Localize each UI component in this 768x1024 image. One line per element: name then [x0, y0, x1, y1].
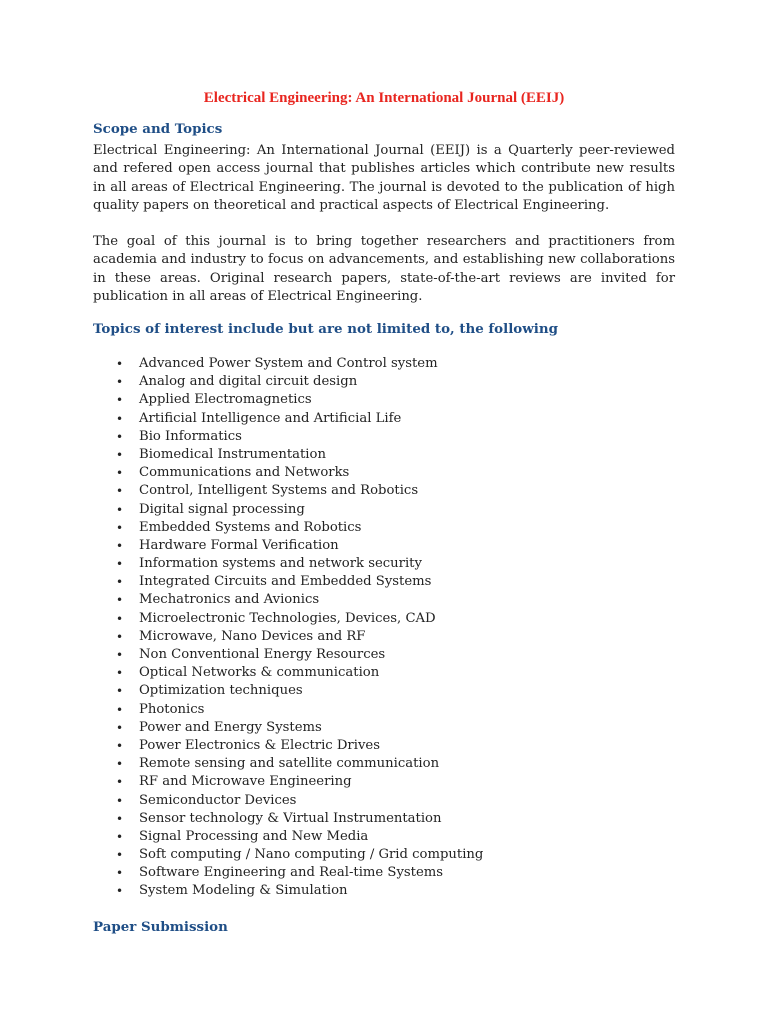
bullet-icon: • — [116, 775, 124, 790]
bullet-icon: • — [116, 684, 124, 699]
topic-label: Bio Informatics — [139, 428, 242, 444]
bullet-icon: • — [116, 557, 124, 572]
bullet-icon: • — [116, 811, 124, 826]
topics-heading: Topics of interest include but are not limited to, the following — [93, 321, 558, 337]
topic-label: Hardware Formal Verification — [139, 537, 339, 553]
topic-label: Analog and digital circuit design — [139, 374, 358, 390]
bullet-icon: • — [116, 466, 124, 481]
topic-label: Optical Networks & communication — [139, 665, 380, 681]
paper-submission-heading: Paper Submission — [93, 919, 228, 935]
bullet-icon: • — [116, 720, 124, 735]
scope-paragraph: Electrical Engineering: An International Journal (EEIJ) is a Quarterly peer-reviewed and refered open access journal that publishes articles which contribute new results in all areas of Electrical Engineering. The journal is devoted to the publication of high quality papers on theoretical and practical aspects of Electrical Engineering. — [93, 143, 675, 213]
bullet-icon: • — [116, 429, 124, 444]
bullet-icon: • — [116, 629, 124, 644]
topic-label: Biomedical Instrumentation — [139, 446, 326, 462]
bullet-icon: • — [116, 793, 124, 808]
topic-label: Microelectronic Technologies, Devices, CAD — [139, 610, 436, 626]
bullet-icon: • — [116, 648, 124, 662]
goal-paragraph: The goal of this journal is to bring together researchers and practitioners from academia and industry to focus on advancements, and establishing new collaborations in these areas. Original research papers, state-of-the-art reviews are invited for publication in all areas of Electrical Engineering. — [93, 234, 675, 304]
bullet-icon: • — [116, 375, 124, 390]
bullet-icon: • — [116, 484, 124, 499]
bullet-icon: • — [116, 575, 124, 590]
scope-heading: Scope and Topics — [93, 121, 223, 137]
topic-label: Applied Electromagnetics — [139, 392, 312, 408]
bullet-icon: • — [116, 866, 124, 881]
topic-label: Software Engineering and Real-time Systems — [139, 865, 444, 881]
bullet-icon: • — [116, 666, 124, 681]
bullet-icon: • — [116, 357, 124, 371]
topic-label: Microwave, Nano Devices and RF — [139, 628, 366, 644]
topic-label: Artificial Intelligence and Artificial Life — [139, 410, 402, 426]
bullet-icon: • — [116, 538, 124, 553]
bullet-icon: • — [116, 611, 124, 626]
topic-label: Digital signal processing — [139, 501, 305, 517]
topic-label: Non Conventional Energy Resources — [139, 647, 386, 662]
topic-label: RF and Microwave Engineering — [139, 774, 352, 790]
topic-label: Semiconductor Devices — [139, 792, 297, 808]
document-title: Electrical Engineering: An International Journal (EEIJ) — [203, 90, 565, 106]
topic-label: Integrated Circuits and Embedded Systems — [139, 574, 432, 590]
topic-label: Sensor technology & Virtual Instrumentation — [139, 810, 442, 826]
topic-label: Soft computing / Nano computing / Grid computing — [139, 847, 484, 863]
topic-label: Advanced Power System and Control system — [139, 356, 438, 371]
bullet-icon: • — [116, 447, 124, 462]
bullet-icon: • — [116, 848, 124, 863]
topic-label: Communications and Networks — [139, 465, 350, 481]
bullet-icon: • — [116, 411, 124, 426]
topic-label: System Modeling & Simulation — [139, 883, 348, 899]
topic-label: Information systems and network security — [139, 556, 422, 572]
bullet-icon: • — [116, 502, 124, 517]
bullet-icon: • — [116, 884, 124, 899]
bullet-icon: • — [116, 702, 124, 717]
bullet-icon: • — [116, 593, 124, 608]
bullet-icon: • — [116, 520, 124, 535]
topic-label: Optimization techniques — [139, 683, 303, 699]
topic-label: Power Electronics & Electric Drives — [139, 737, 380, 753]
topic-label: Signal Processing and New Media — [139, 828, 369, 844]
bullet-icon: • — [116, 738, 124, 753]
topic-label: Remote sensing and satellite communication — [139, 756, 440, 772]
topic-label: Mechatronics and Avionics — [139, 592, 320, 608]
bullet-icon: • — [116, 757, 124, 772]
bullet-icon: • — [116, 829, 124, 844]
topic-label: Control, Intelligent Systems and Robotics — [139, 483, 419, 499]
topic-label: Embedded Systems and Robotics — [139, 519, 362, 535]
topic-label: Photonics — [139, 701, 205, 717]
topic-label: Power and Energy Systems — [139, 719, 322, 735]
bullet-icon: • — [116, 393, 124, 408]
